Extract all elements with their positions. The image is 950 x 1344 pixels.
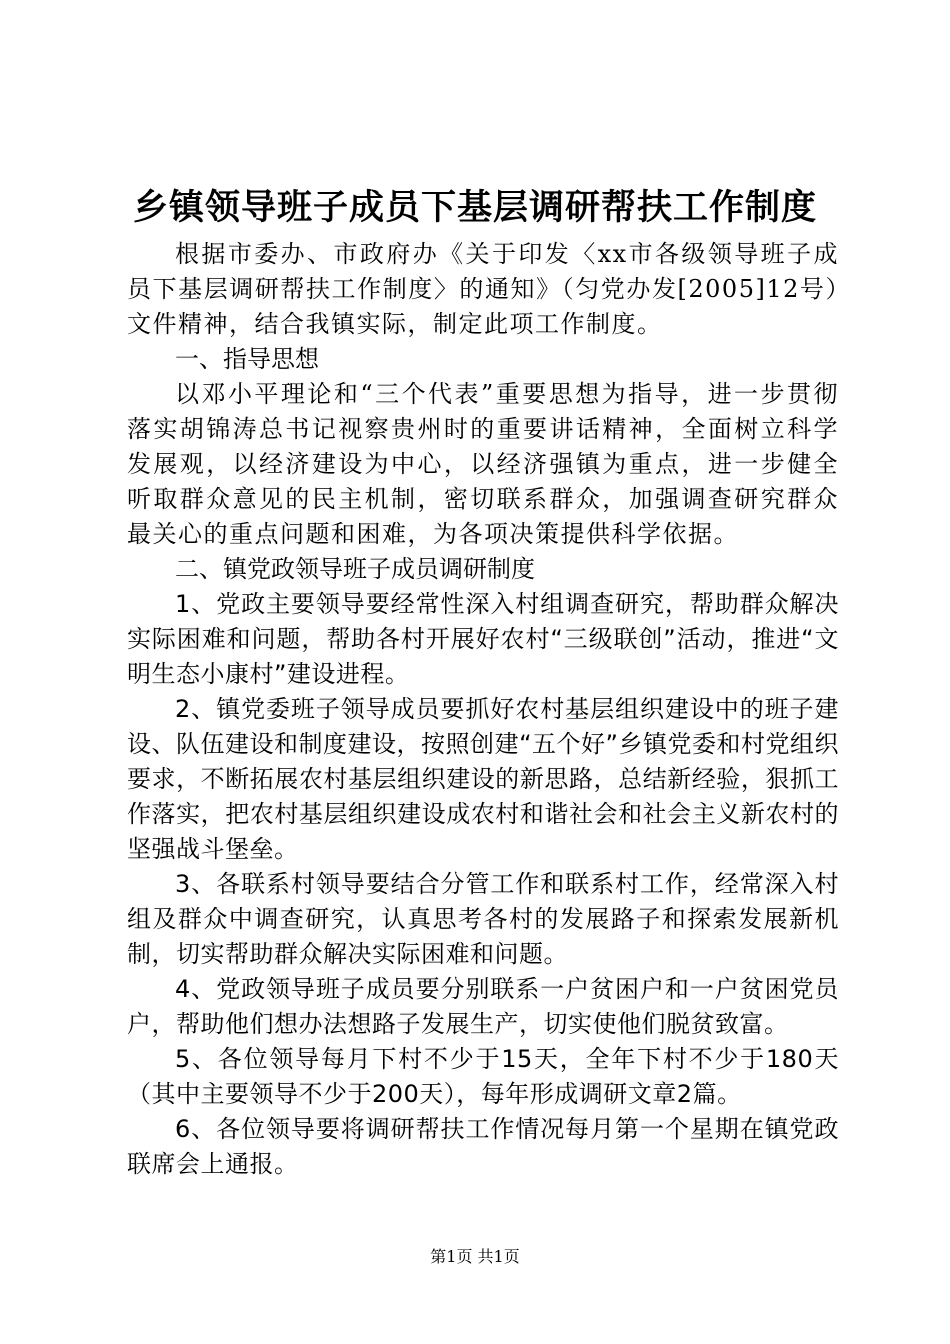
rule-item-2: 2、镇党委班子领导成员要抓好农村基层组织建设中的班子建设、队伍建设和制度建设，按照创建“五个好”乡镇党委和村党组织要求，不断拓展农村基层组织建设的新思路，总结新经验，狠抓工作落实，把农村基层组织建设成农村和谐社会和社会主义新农村的坚强战斗堡垒。: [127, 695, 839, 863]
guiding-ideology-paragraph: 以邓小平理论和“三个代表”重要思想为指导，进一步贯彻落实胡锦涛总书记视察贵州时的重要讲话精神，全面树立科学发展观，以经济建设为中心，以经济强镇为重点，进一步健全听取群众意见的民主机制，密切联系群众，加强调查研究群众最关心的重点问题和困难，为各项决策提供科学依据。: [127, 380, 839, 548]
rule-item-4: 4、党政领导班子成员要分别联系一户贫困户和一户贫困党员户，帮助他们想办法想路子发展生产，切实使他们脱贫致富。: [127, 975, 839, 1038]
document-body: [127, 237, 839, 1182]
rule-item-6: 6、各位领导要将调研帮扶工作情况每月第一个星期在镇党政联席会上通报。: [127, 1115, 839, 1178]
section-heading-research-system: 二、镇党政领导班子成员调研制度: [175, 555, 535, 583]
rule-item-3: 3、各联系村领导要结合分管工作和联系村工作，经常深入村组及群众中调查研究，认真思考各村的发展路子和探索发展新机制，切实帮助群众解决实际困难和问题。: [127, 870, 839, 968]
intro-paragraph: 根据市委办、市政府办《关于印发〈xx市各级领导班子成员下基层调研帮扶工作制度〉的通知》（匀党办发[2005]12号）文件精神，结合我镇实际，制定此项工作制度。: [127, 240, 839, 338]
rule-item-5: 5、各位领导每月下村不少于15天，全年下村不少于180天（其中主要领导不少于200天），每年形成调研文章2篇。: [127, 1045, 839, 1108]
page-number-footer: 第1页 共1页: [430, 1247, 520, 1266]
section-heading-guiding-ideology: 一、指导思想: [175, 345, 319, 373]
rule-item-1: 1、党政主要领导要经常性深入村组调查研究，帮助群众解决实际困难和问题，帮助各村开展好农村“三级联创”活动，推进“文明生态小康村”建设进程。: [127, 590, 839, 688]
document-title: 乡镇领导班子成员下基层调研帮扶工作制度: [132, 187, 817, 228]
